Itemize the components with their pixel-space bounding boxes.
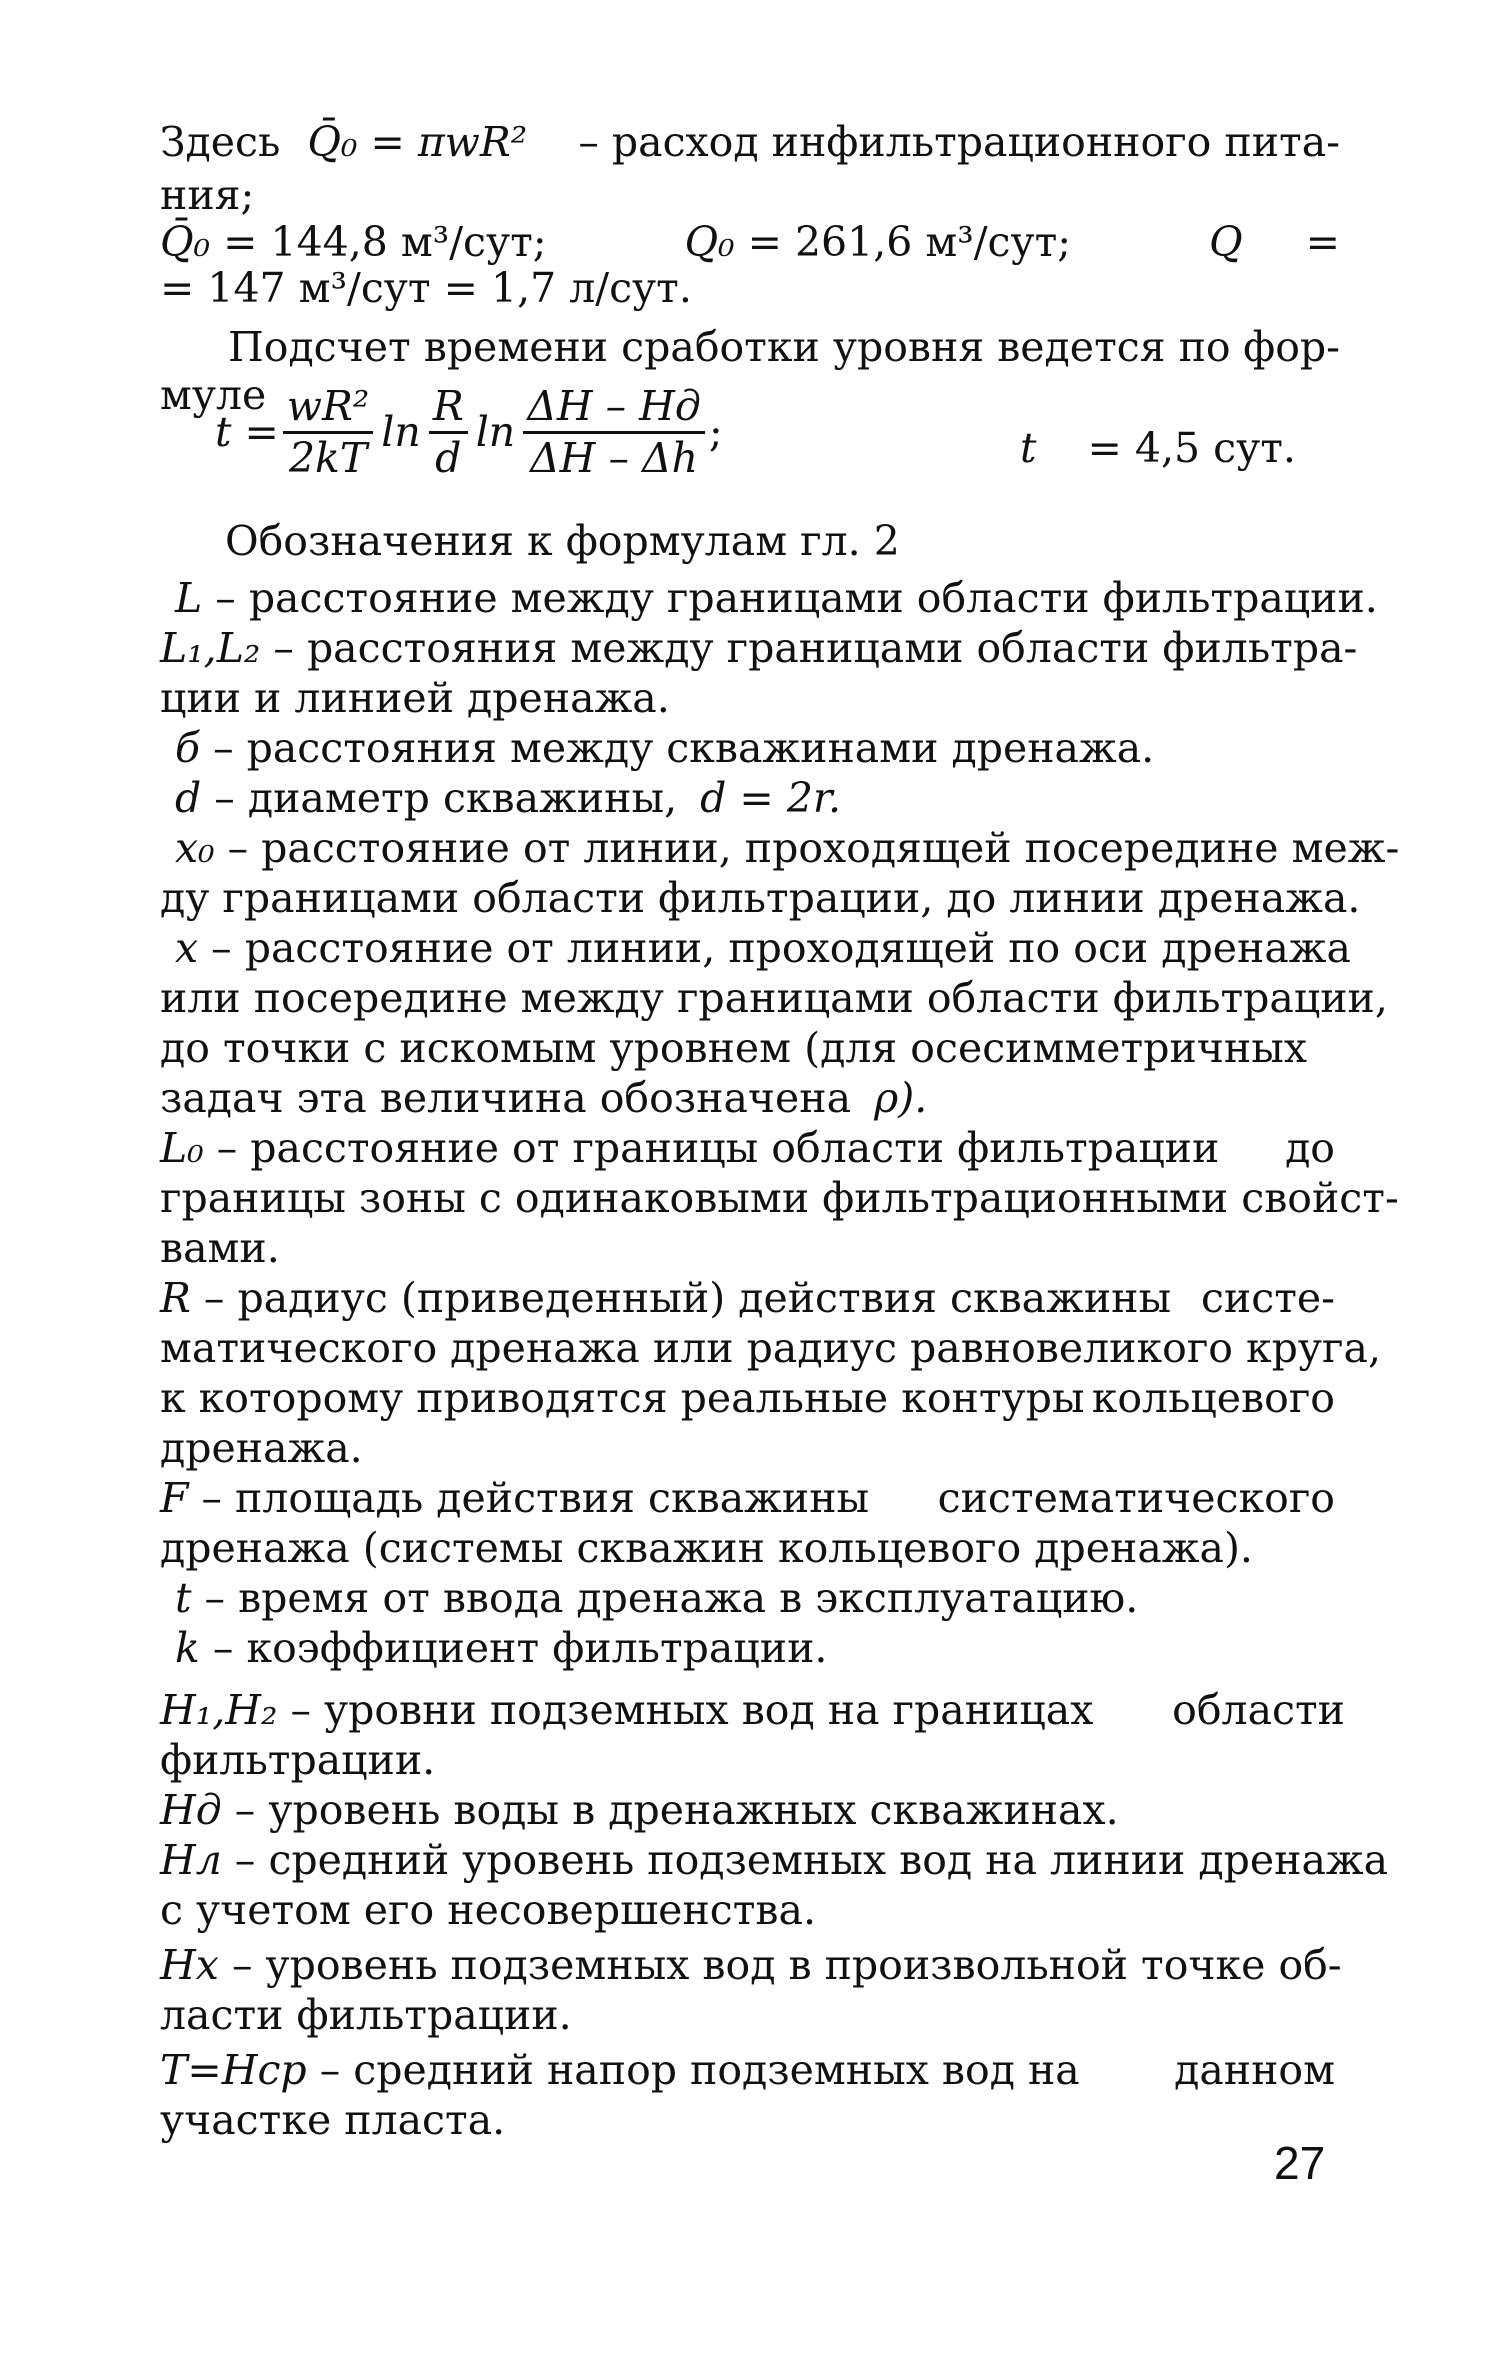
fraction-2-denominator: d — [435, 433, 462, 482]
def-R-cont-3 — [160, 1424, 363, 1472]
def-F-cont — [160, 1524, 1253, 1572]
q0-symbol: Q₀ — [684, 218, 735, 266]
q0-value: = 261,6 м³/сут; — [734, 218, 1072, 266]
def-symbol: Hx — [160, 1941, 219, 1989]
def-H1-H2-cont — [160, 1736, 436, 1784]
def-text: – расстояние между границами области фильтрации. — [215, 574, 1378, 622]
def-symbol: L₀ — [160, 1124, 204, 1172]
def-x0-cont — [160, 874, 1361, 922]
def-text: – уровни подземных вод на границах — [290, 1686, 1094, 1734]
def-symbol: L₁,L₂ — [160, 624, 261, 672]
def-symbol: x — [175, 924, 199, 972]
def-text: – время от ввода дренажа в эксплуатацию. — [204, 1574, 1139, 1622]
q-value: = 147 м³/сут = 1,7 л/сут. — [160, 264, 692, 312]
def-k — [175, 1624, 828, 1672]
result-value: = 4,5 сут. — [1087, 424, 1296, 472]
intro-l1-text: – расход инфильтрационного пита- — [578, 118, 1340, 166]
def-text: – расстояния между скважинами дренажа. — [213, 724, 1155, 772]
def-L — [175, 574, 1378, 622]
def-text: – расстояние от линии, проходящей посередине меж- — [227, 824, 1400, 872]
def-text: – площадь действия скважины — [201, 1474, 870, 1522]
def-symbol: k — [175, 1624, 200, 1672]
def-text: – средний уровень подземных вод на линии дренажа — [234, 1836, 1389, 1884]
result-t-symbol: t — [1020, 424, 1037, 472]
def-right: данном — [1174, 2046, 1335, 2094]
def-right: области — [1172, 1686, 1345, 1734]
def-text: ласти фильтрации. — [160, 1991, 572, 2039]
def-text: фильтрации. — [160, 1736, 436, 1784]
page-number: 27 — [1274, 2137, 1326, 2189]
fraction-1-denominator: 2kT — [288, 433, 368, 482]
q-equals: = — [1305, 218, 1340, 266]
intro-here: Здесь — [160, 118, 281, 166]
def-text: к которому приводятся реальные контуры — [160, 1374, 1085, 1422]
def-right: кольцевого — [1091, 1374, 1335, 1422]
section-heading-text: Обозначения к формулам гл. 2 — [225, 517, 900, 565]
def-symbol: б — [175, 724, 201, 772]
intro-line-5 — [228, 323, 1340, 371]
ln-operator-2: ln — [475, 407, 516, 456]
intro-line-4 — [160, 264, 692, 312]
def-R-cont-1 — [160, 1324, 1381, 1372]
fraction-r-d — [429, 381, 468, 482]
def-x-cont-1 — [160, 974, 1388, 1022]
intro-line-2 — [160, 171, 255, 219]
formula-result — [1020, 424, 1296, 472]
q0-bar-symbol: Q̄₀ — [160, 218, 211, 266]
ln-operator-1: ln — [381, 407, 421, 456]
def-text: – радиус (приведенный) действия скважины — [203, 1274, 1172, 1322]
def-text: или посередине между границами области фильтрации, — [160, 974, 1388, 1022]
def-text: ду границами области фильтрации, до линии дренажа. — [160, 874, 1361, 922]
def-text: участке пласта. — [160, 2096, 506, 2144]
def-right: систематического — [937, 1474, 1335, 1522]
def-text: – диаметр скважины, — [214, 774, 678, 822]
formula-q0-definition: Q̄₀ = πwR² — [307, 118, 528, 166]
def-T — [160, 2046, 1335, 2094]
fraction-2-numerator: R — [429, 386, 468, 434]
def-text: – расстояние от границы области фильтрации — [216, 1124, 1220, 1172]
def-symbol: d — [175, 774, 202, 822]
intro-l6-text: муле — [160, 371, 267, 419]
fraction-dh — [523, 381, 705, 482]
def-text: задач эта величина обозначена — [160, 1074, 852, 1122]
q0-bar-value: = 144,8 м³/сут; — [210, 218, 547, 266]
def-extra: d = 2r. — [700, 774, 842, 822]
def-text: границы зоны с одинаковыми фильтрационными свойст- — [160, 1174, 1399, 1222]
def-text: ции и линией дренажа. — [160, 674, 670, 722]
def-text: с учетом его несовершенства. — [160, 1886, 816, 1934]
def-text: дренажа (системы скважин кольцевого дренажа). — [160, 1524, 1253, 1572]
def-Hx — [160, 1941, 1342, 1989]
def-symbol: x₀ — [175, 824, 215, 872]
formula-t-eq: t = — [215, 407, 279, 456]
def-F — [160, 1474, 1335, 1522]
def-text: – расстояние от линии, проходящей по оси дренажа — [211, 924, 1351, 972]
def-symbol: R — [160, 1274, 191, 1322]
def-text: вами. — [160, 1224, 280, 1272]
def-x0 — [175, 824, 1400, 872]
fraction-3-numerator: ΔH – Hд — [523, 386, 705, 434]
def-text: дренажа. — [160, 1424, 363, 1472]
def-R — [160, 1274, 1335, 1322]
def-text: до точки с искомым уровнем (для осесимметричных — [160, 1024, 1307, 1072]
def-right: до — [1285, 1124, 1335, 1172]
intro-l5-text: Подсчет времени сработки уровня ведется по — [228, 323, 1231, 371]
def-text: – коэффициент фильтрации. — [212, 1624, 828, 1672]
def-Hl — [160, 1836, 1389, 1884]
def-x-cont-3 — [160, 1074, 928, 1122]
def-text: – средний напор подземных вод на — [319, 2046, 1080, 2094]
def-symbol: F — [160, 1474, 189, 1522]
fraction-3-denominator: ΔH – Δh — [530, 433, 699, 482]
time-formula — [215, 382, 723, 482]
def-symbol: t — [175, 1574, 192, 1622]
def-right: систе- — [1200, 1274, 1335, 1322]
q-symbol: Q — [1208, 218, 1243, 266]
def-Hd — [160, 1786, 1119, 1834]
def-symbol: T=Hср — [160, 2046, 307, 2094]
def-R-cont-2 — [160, 1374, 1335, 1422]
def-d — [175, 774, 842, 822]
def-t — [175, 1574, 1139, 1622]
def-L1-L2 — [160, 624, 1358, 672]
def-extra: ρ). — [874, 1074, 928, 1122]
def-text: – уровень воды в дренажных скважинах. — [234, 1786, 1119, 1834]
def-L0-cont-1 — [160, 1174, 1399, 1222]
def-symbol: Hл — [160, 1836, 222, 1884]
def-text: – уровень подземных вод в произвольной точке об- — [231, 1941, 1342, 1989]
def-x — [175, 924, 1351, 972]
intro-l2-text: ния; — [160, 171, 255, 219]
def-Hx-cont — [160, 1991, 572, 2039]
fraction-wr2-2kt — [283, 381, 373, 482]
def-text: матического дренажа или радиус равновеликого круга, — [160, 1324, 1381, 1372]
section-heading — [225, 517, 900, 565]
def-L1-L2-cont — [160, 674, 670, 722]
def-Hl-cont — [160, 1886, 816, 1934]
def-T-cont — [160, 2096, 506, 2144]
intro-l5-end: фор- — [1243, 323, 1340, 371]
intro-line-1 — [160, 118, 1340, 166]
def-H1-H2 — [160, 1686, 1345, 1734]
def-symbol: L — [175, 574, 203, 622]
def-L0-cont-2 — [160, 1224, 280, 1272]
def-text: – расстояния между границами области фильтра- — [273, 624, 1358, 672]
def-symbol: H₁,H₂ — [160, 1686, 278, 1734]
intro-line-3 — [160, 218, 1340, 266]
def-L0 — [160, 1124, 1335, 1172]
formula-semicolon: ; — [708, 407, 723, 456]
def-symbol: Hд — [160, 1786, 222, 1834]
def-x-cont-2 — [160, 1024, 1307, 1072]
def-b — [175, 724, 1155, 772]
fraction-1-numerator: wR² — [283, 386, 373, 434]
